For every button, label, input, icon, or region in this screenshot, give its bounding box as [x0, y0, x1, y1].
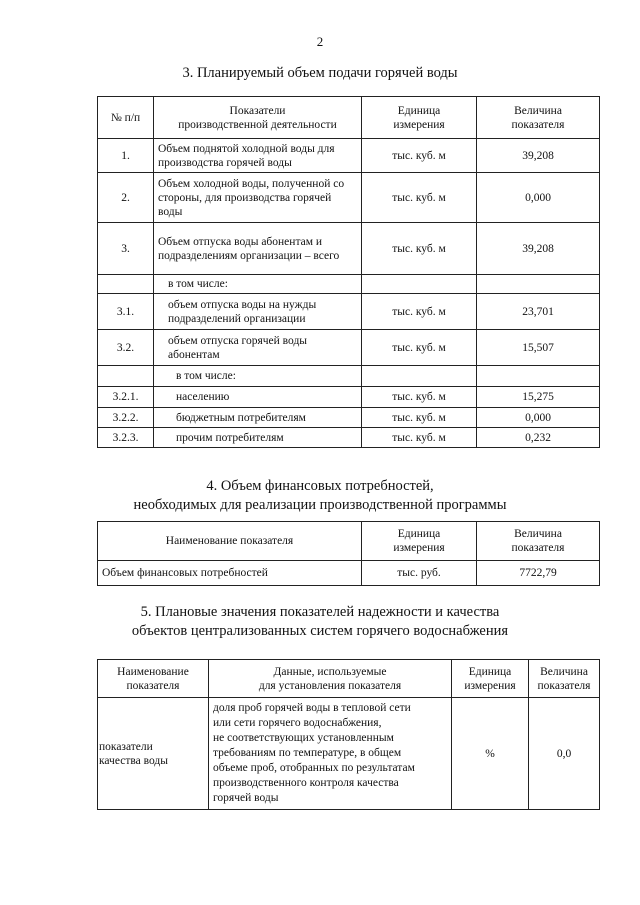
table-row	[98, 330, 600, 366]
row-name: объем отпуска горячей воды абонентам	[154, 330, 362, 366]
row-value: 0,0	[529, 698, 600, 810]
header-unit-line2: измерения	[464, 679, 516, 692]
row-value: 0,000	[477, 173, 600, 223]
row-data-line7: горячей воды	[213, 792, 279, 804]
row-value: 23,701	[477, 294, 600, 330]
row-num	[98, 275, 154, 294]
header-name: Наименование показателя	[98, 522, 362, 561]
header-unit-line1: Единица	[397, 528, 441, 540]
table-row	[98, 408, 600, 428]
financial-needs-table	[97, 521, 600, 586]
row-num: 1.	[98, 139, 154, 173]
row-unit	[362, 275, 477, 294]
header-name-line2: показателя	[126, 679, 180, 692]
row-data-line5: объеме проб, отобранных по результатам	[213, 762, 415, 774]
table-row	[98, 387, 600, 408]
header-data-line1: Данные, используемые	[273, 665, 387, 678]
row-data-line1: доля проб горячей воды в тепловой сети	[213, 702, 411, 714]
row-num: 3.1.	[98, 294, 154, 330]
header-data	[209, 660, 452, 698]
row-value	[477, 366, 600, 387]
table-header-row	[98, 97, 600, 139]
section5-title	[0, 603, 640, 641]
row-data-line4: требованиям по температуре, в общем	[213, 747, 402, 759]
header-value	[529, 660, 600, 698]
header-name	[98, 660, 209, 698]
section5-title-line2: объектов централизованных систем горячего водоснабжения	[131, 623, 509, 639]
row-name: Объем поднятой холодной воды для производства горячей воды	[154, 139, 362, 173]
table-row	[98, 173, 600, 223]
table-row	[98, 428, 600, 448]
row-unit: %	[452, 698, 529, 810]
row-name-line1: показатели	[99, 740, 153, 753]
header-unit-line1: Единица	[397, 104, 441, 117]
row-data-line2: или сети горячего водоснабжения,	[213, 717, 382, 729]
row-num: 3.2.	[98, 330, 154, 366]
table-row	[98, 294, 600, 330]
row-unit: тыс. куб. м	[362, 223, 477, 275]
row-name: Объем холодной воды, полученной со стороны, для производства горячей воды	[154, 173, 362, 223]
header-value-line2: показателя	[511, 118, 565, 131]
header-num: № п/п	[98, 97, 154, 139]
row-unit: тыс. куб. м	[362, 330, 477, 366]
row-data-line3: не соответствующих установленным	[213, 732, 394, 744]
row-name: населению	[154, 387, 362, 408]
row-unit: тыс. куб. м	[362, 173, 477, 223]
header-data-line2: для установления показателя	[258, 679, 402, 692]
row-data	[209, 698, 452, 810]
table-row	[98, 223, 600, 275]
hot-water-volume-table	[97, 96, 600, 448]
table-row	[98, 139, 600, 173]
row-unit	[362, 366, 477, 387]
header-unit-line2: измерения	[393, 118, 445, 131]
row-value: 15,507	[477, 330, 600, 366]
page-number: 2	[316, 34, 324, 49]
header-value-line2: показателя	[511, 542, 565, 554]
row-unit: тыс. куб. м	[362, 408, 477, 428]
header-value	[477, 97, 600, 139]
row-name-line2: качества воды	[99, 754, 168, 767]
table-header-row	[98, 660, 600, 698]
header-unit-line1: Единица	[468, 665, 512, 678]
row-value: 39,208	[477, 139, 600, 173]
header-indicator	[154, 97, 362, 139]
header-unit	[362, 522, 477, 561]
row-name: прочим потребителям	[154, 428, 362, 448]
row-value	[477, 275, 600, 294]
header-value-line1: Величина	[514, 104, 562, 117]
header-unit-line2: измерения	[393, 542, 445, 554]
row-unit: тыс. куб. м	[362, 387, 477, 408]
row-name: в том числе:	[154, 366, 362, 387]
section5-title-line1: 5. Плановые значения показателей надежности и качества	[140, 604, 500, 620]
row-value: 0,000	[477, 408, 600, 428]
row-name: Объем финансовых потребностей	[98, 561, 362, 586]
table-row	[98, 366, 600, 387]
row-num: 3.	[98, 223, 154, 275]
row-unit: тыс. куб. м	[362, 428, 477, 448]
row-name: объем отпуска воды на нужды подразделений организации	[154, 294, 362, 330]
row-unit: тыс. куб. м	[362, 294, 477, 330]
row-data-line6: производственного контроля качества	[213, 777, 399, 789]
header-value-line2: показателя	[537, 679, 591, 692]
table-row	[98, 275, 600, 294]
section3-title: 3. Планируемый объем подачи горячей воды	[182, 65, 458, 81]
row-num: 3.2.3.	[98, 428, 154, 448]
header-indicator-line1: Показатели	[229, 104, 286, 117]
row-num	[98, 366, 154, 387]
reliability-quality-table	[97, 659, 600, 810]
row-value: 0,232	[477, 428, 600, 448]
header-value-line1: Величина	[514, 528, 562, 540]
header-unit	[452, 660, 529, 698]
row-num: 3.2.1.	[98, 387, 154, 408]
table-row	[98, 698, 600, 810]
header-value	[477, 522, 600, 561]
section4-title-line2: необходимых для реализации производственной программы	[133, 497, 507, 513]
row-unit: тыс. куб. м	[362, 139, 477, 173]
row-name	[98, 698, 209, 810]
header-name-line1: Наименование	[117, 665, 189, 678]
row-name: бюджетным потребителям	[154, 408, 362, 428]
row-name: Объем отпуска воды абонентам и подразделениям организации – всего	[154, 223, 362, 275]
row-num: 2.	[98, 173, 154, 223]
row-name: в том числе:	[154, 275, 362, 294]
row-value: 7722,79	[477, 561, 600, 586]
header-value-line1: Величина	[540, 665, 588, 678]
row-unit: тыс. руб.	[362, 561, 477, 586]
row-value: 39,208	[477, 223, 600, 275]
header-indicator-line2: производственной деятельности	[178, 118, 337, 131]
table-header-row	[98, 522, 600, 561]
row-num: 3.2.2.	[98, 408, 154, 428]
header-unit	[362, 97, 477, 139]
section4-title	[0, 477, 640, 515]
table-row	[98, 561, 600, 586]
row-value: 15,275	[477, 387, 600, 408]
section4-title-line1: 4. Объем финансовых потребностей,	[206, 478, 434, 494]
